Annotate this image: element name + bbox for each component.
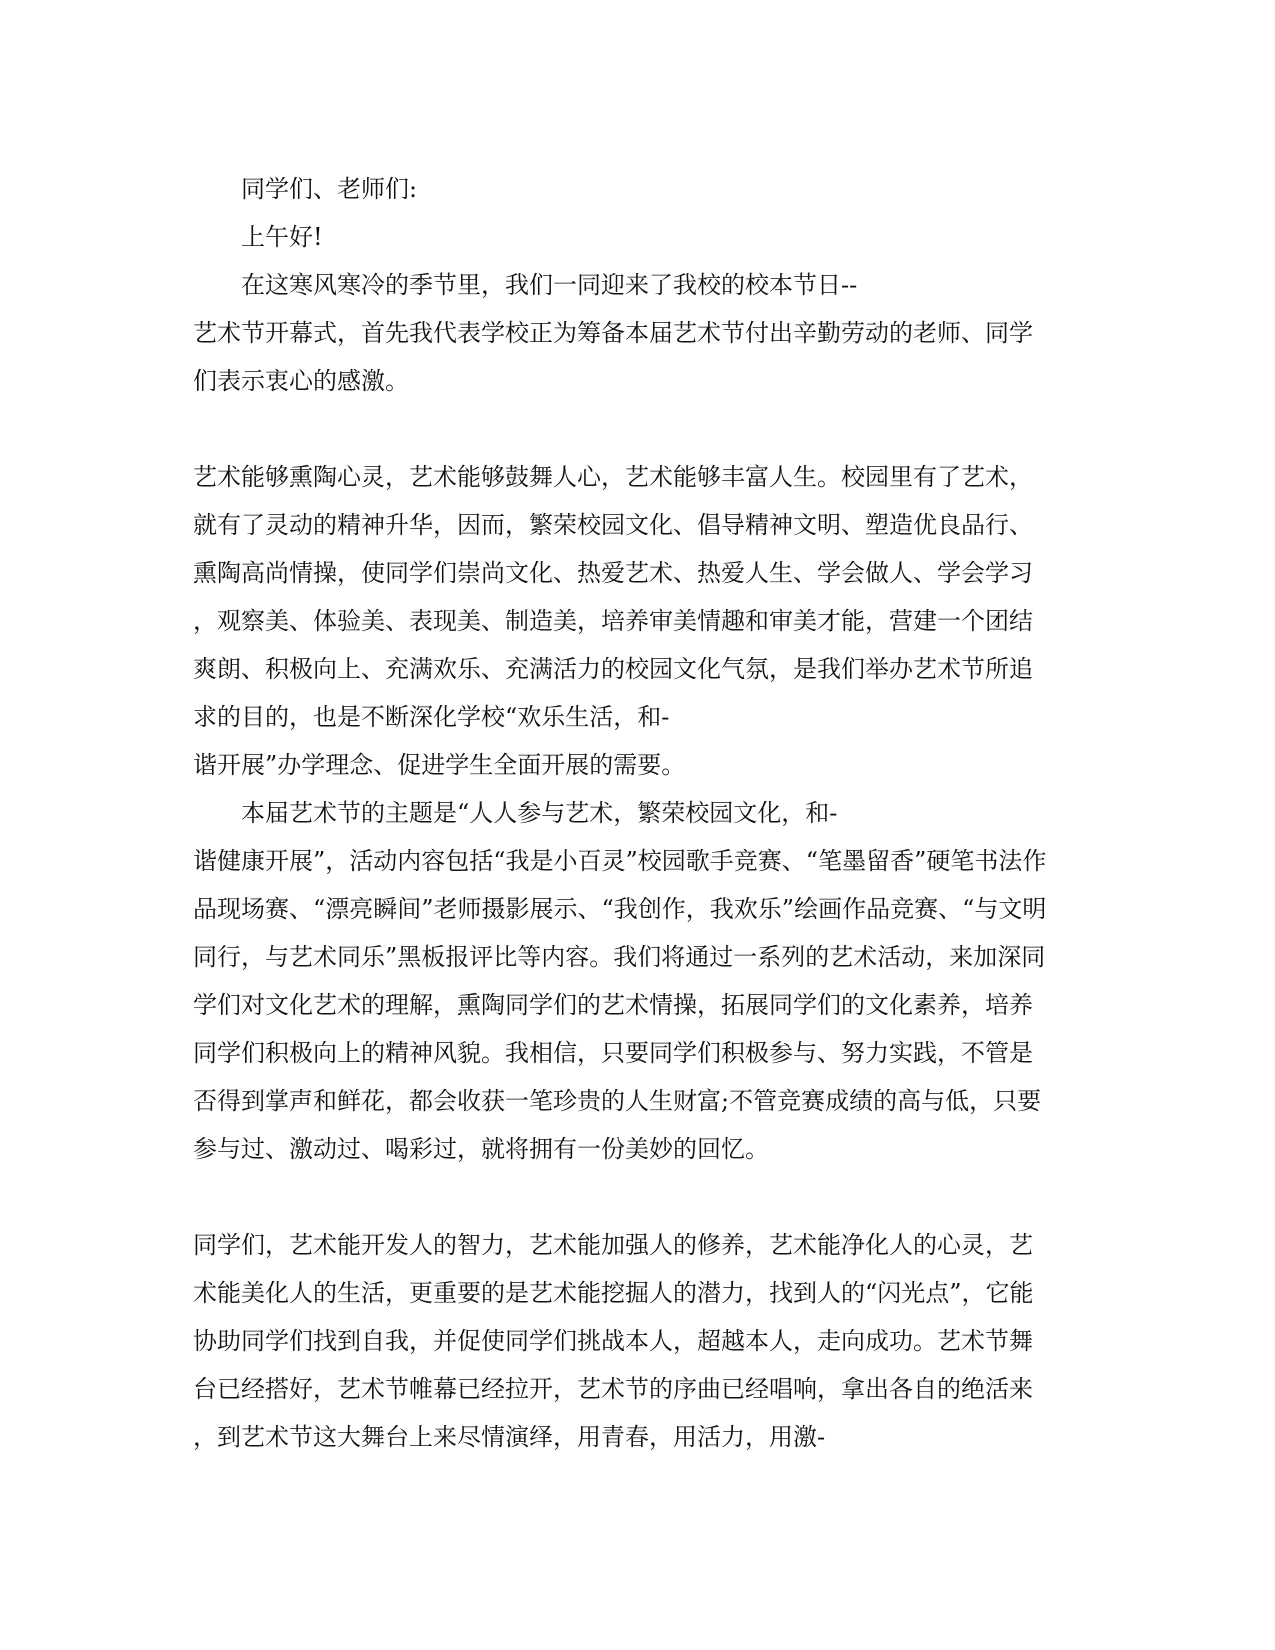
text-line: 协助同学们找到自我，并促使同学们挑战本人，超越本人，走向成功。艺术节舞 [193,1327,1033,1355]
text-line: 就有了灵动的精神升华，因而，繁荣校园文化、倡导精神文明、塑造优良品行、 [193,511,1033,539]
text-line: 谐开展”办学理念、促进学生全面开展的需要。 [193,751,686,779]
text-line: 本届艺术节的主题是“人人参与艺术，繁荣校园文化，和- [241,799,838,827]
text-line: 同学们，艺术能开发人的智力，艺术能加强人的修养，艺术能净化人的心灵，艺 [193,1231,1033,1259]
text-line: 术能美化人的生活，更重要的是艺术能挖掘人的潜力，找到人的“闪光点”，它能 [193,1279,1034,1307]
paragraph-gap [193,1173,1093,1221]
text-line: 同学们、老师们: [241,175,418,203]
text-line: 熏陶高尚情操，使同学们崇尚文化、热爱艺术、热爱人生、学会做人、学会学习 [193,559,1033,587]
text-line: ，到艺术节这大舞台上来尽情演绎，用青春，用活力，用激- [193,1423,826,1451]
paragraph-gap [193,405,1093,453]
text-line: 品现场赛、“漂亮瞬间”老师摄影展示、“我创作，我欢乐”绘画作品竞赛、“与文明 [193,895,1047,923]
text-line: 艺术节开幕式，首先我代表学校正为筹备本届艺术节付出辛勤劳动的老师、同学 [193,319,1033,347]
text-line: 台已经搭好，艺术节帷幕已经拉开，艺术节的序曲已经唱响，拿出各自的绝活来 [193,1375,1033,1403]
text-line: 们表示衷心的感激。 [193,367,409,395]
text-line: 同学们积极向上的精神风貌。我相信，只要同学们积极参与、努力实践，不管是 [193,1039,1033,1067]
text-line: 学们对文化艺术的理解，熏陶同学们的艺术情操，拓展同学们的文化素养，培养 [193,991,1033,1019]
text-line: 谐健康开展”，活动内容包括“我是小百灵”校园歌手竞赛、“笔墨留香”硬笔书法作 [193,847,1047,875]
text-line: 在这寒风寒冷的季节里，我们一同迎来了我校的校本节日-- [241,271,858,299]
text-line: 否得到掌声和鲜花，都会收获一笔珍贵的人生财富;不管竞赛成绩的高与低，只要 [193,1087,1042,1115]
text-line: 参与过、激动过、喝彩过，就将拥有一份美妙的回忆。 [193,1135,769,1163]
text-line: 艺术能够熏陶心灵，艺术能够鼓舞人心，艺术能够丰富人生。校园里有了艺术， [193,463,1033,491]
text-line: 上午好! [241,223,323,251]
text-line: 爽朗、积极向上、充满欢乐、充满活力的校园文化气氛，是我们举办艺术节所追 [193,655,1033,683]
text-line: 同行，与艺术同乐”黑板报评比等内容。我们将通过一系列的艺术活动，来加深同 [193,943,1046,971]
text-line: 求的目的，也是不断深化学校“欢乐生活，和- [193,703,670,731]
text-line: ，观察美、体验美、表现美、制造美，培养审美情趣和审美才能，营建一个团结 [193,607,1033,635]
speech-text [193,165,1093,1461]
